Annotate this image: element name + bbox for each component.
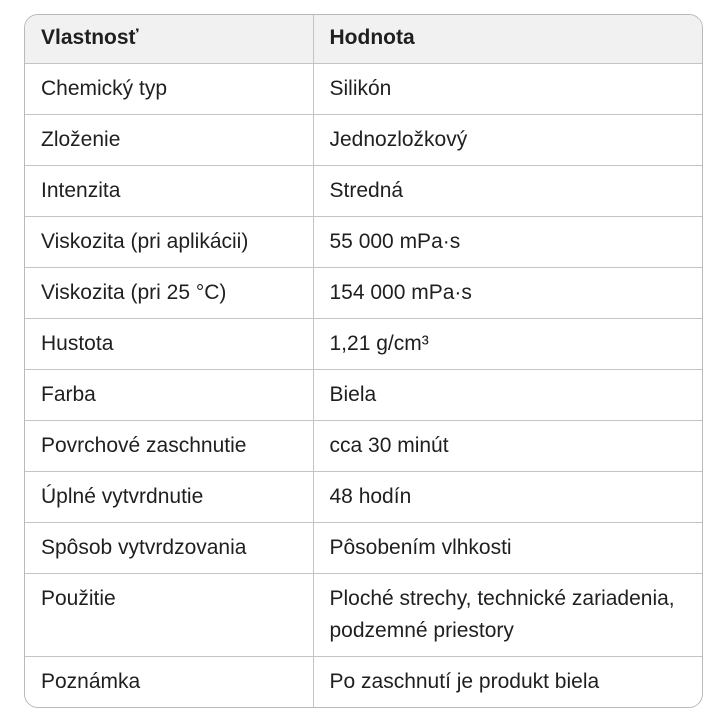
table-row bbox=[25, 114, 702, 165]
property-cell: Viskozita (pri 25 °C) bbox=[25, 267, 313, 318]
properties-table-container bbox=[24, 14, 703, 708]
value-cell: 48 hodín bbox=[313, 471, 702, 522]
value-cell: Silikón bbox=[313, 63, 702, 114]
property-cell: Spôsob vytvrdzovania bbox=[25, 522, 313, 573]
value-cell: Jednozložkový bbox=[313, 114, 702, 165]
property-cell: Chemický typ bbox=[25, 63, 313, 114]
value-cell: 1,21 g/cm³ bbox=[313, 318, 702, 369]
table-row bbox=[25, 656, 702, 707]
property-cell: Úplné vytvrdnutie bbox=[25, 471, 313, 522]
property-cell: Poznámka bbox=[25, 656, 313, 707]
value-cell: 55 000 mPa·s bbox=[313, 216, 702, 267]
table-row bbox=[25, 369, 702, 420]
value-cell: Po zaschnutí je produkt biela bbox=[329, 669, 600, 693]
value-cell: Stredná bbox=[313, 165, 702, 216]
property-cell: Použitie bbox=[25, 573, 313, 656]
table-row bbox=[25, 216, 702, 267]
value-cell: Biela bbox=[313, 369, 702, 420]
property-cell: Zloženie bbox=[25, 114, 313, 165]
value-cell: Pôsobením vlhkosti bbox=[313, 522, 702, 573]
table-row bbox=[25, 420, 702, 471]
table-row bbox=[25, 165, 702, 216]
property-cell: Povrchové zaschnutie bbox=[25, 420, 313, 471]
table-row bbox=[25, 318, 702, 369]
header-property: Vlastnosť bbox=[25, 15, 313, 63]
table-row bbox=[25, 63, 702, 114]
table-row bbox=[25, 471, 702, 522]
property-cell: Hustota bbox=[25, 318, 313, 369]
table-header-row bbox=[25, 15, 702, 63]
value-cell: cca 30 minút bbox=[313, 420, 702, 471]
header-value: Hodnota bbox=[313, 15, 702, 63]
table-row bbox=[25, 573, 702, 656]
property-cell: Farba bbox=[25, 369, 313, 420]
value-cell: Ploché strechy, technické zariadenia, podzemné priestory bbox=[313, 573, 702, 656]
table-row bbox=[25, 267, 702, 318]
properties-table bbox=[25, 15, 702, 707]
property-cell: Viskozita (pri aplikácii) bbox=[25, 216, 313, 267]
value-cell: 154 000 mPa·s bbox=[313, 267, 702, 318]
property-cell: Intenzita bbox=[25, 165, 313, 216]
table-row bbox=[25, 522, 702, 573]
